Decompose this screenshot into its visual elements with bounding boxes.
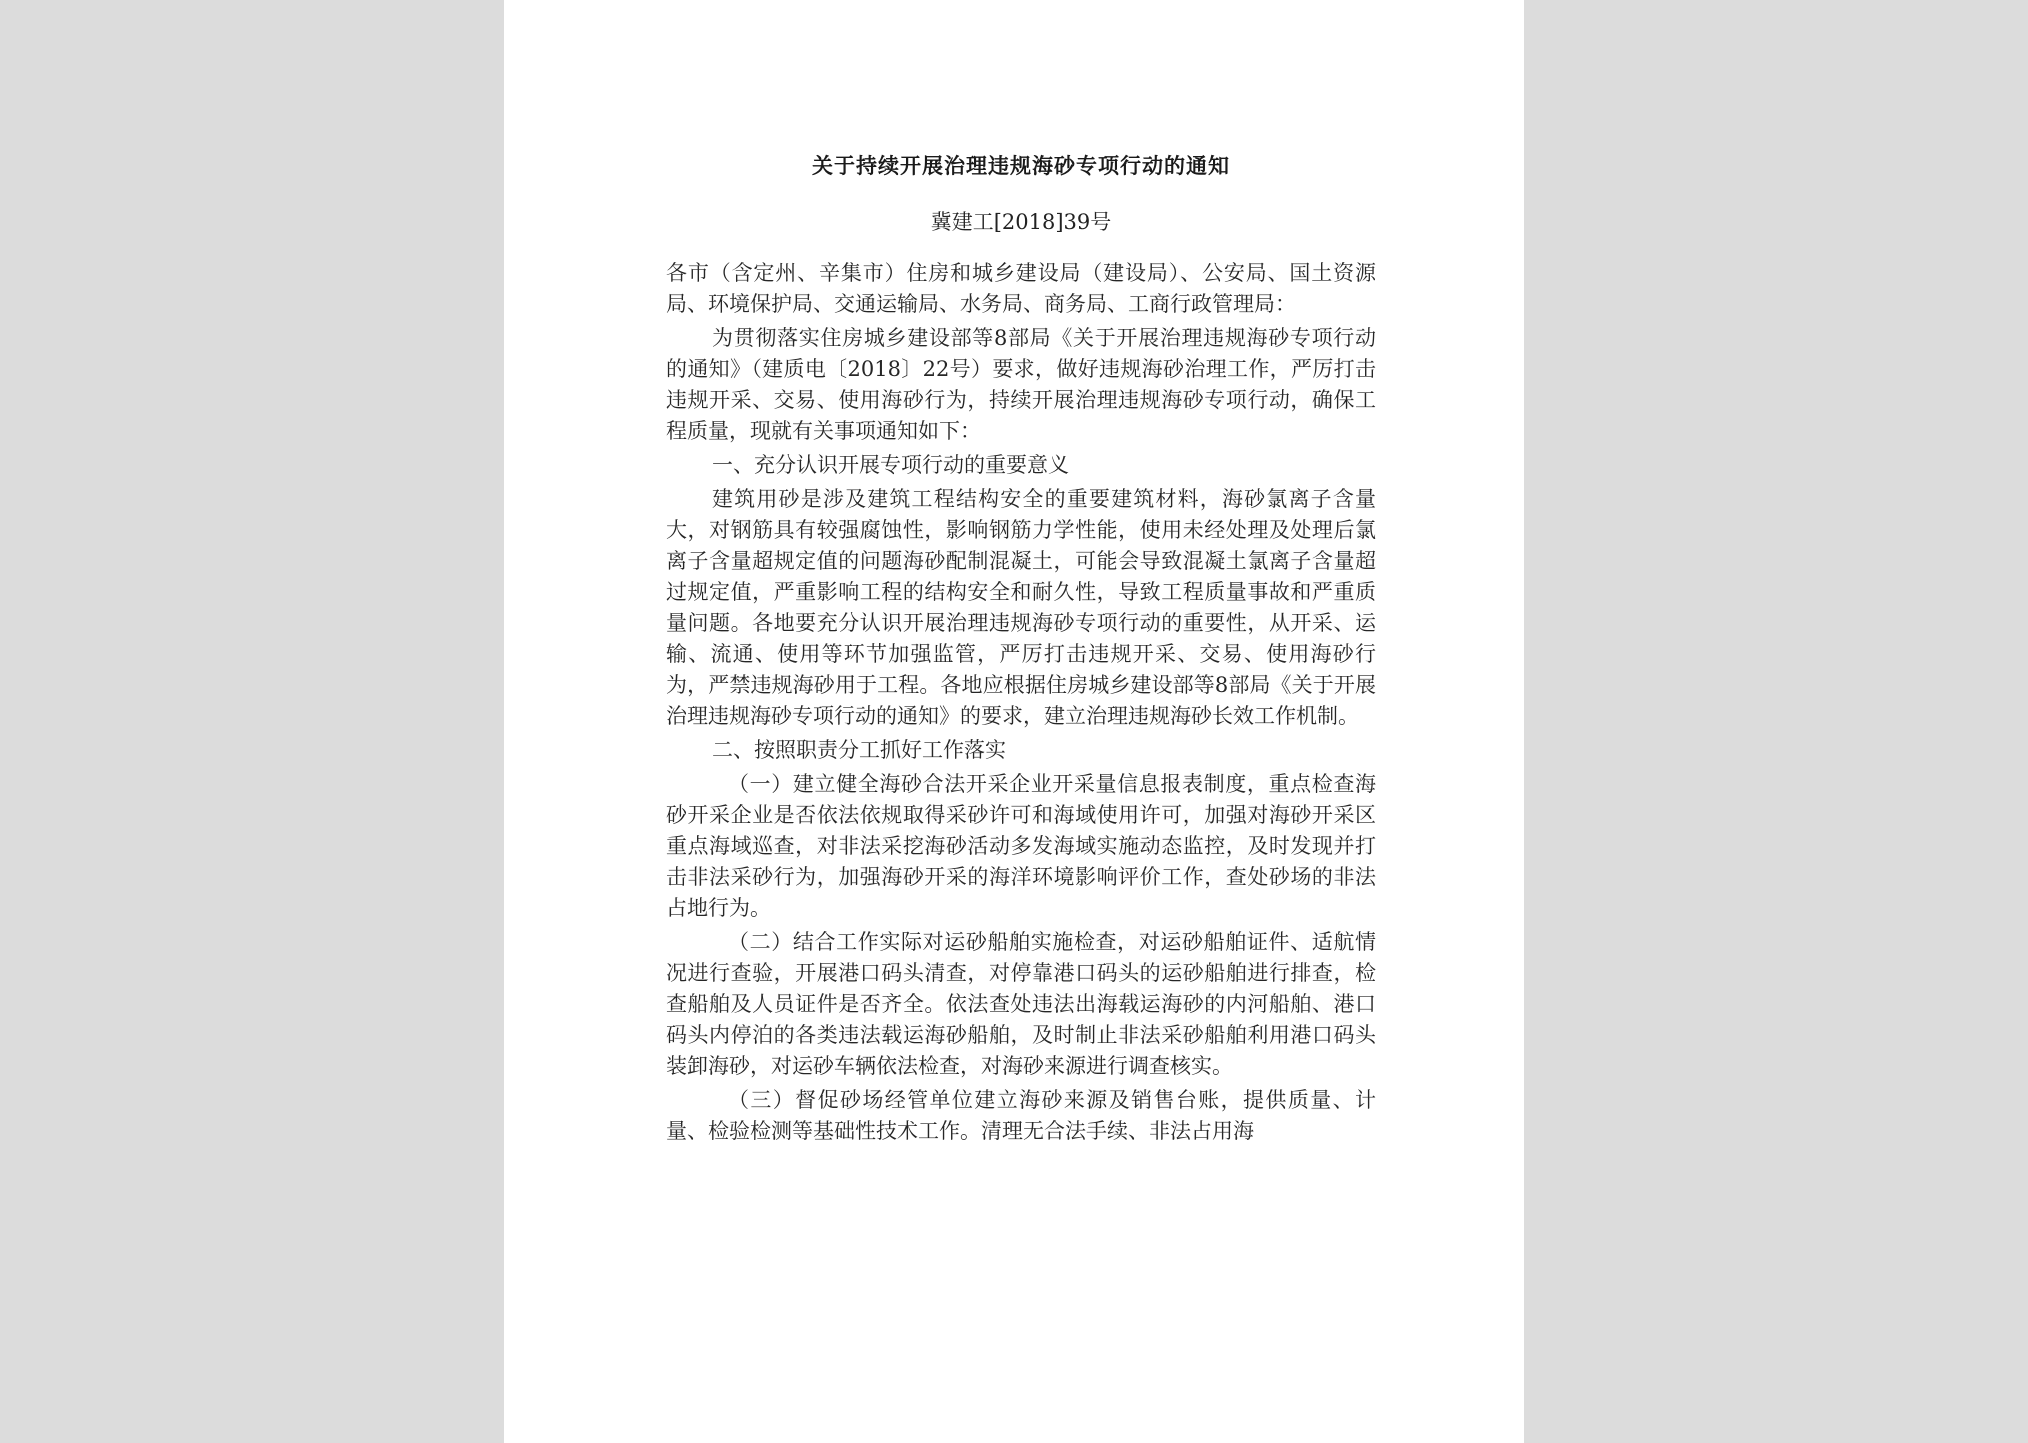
section-2-heading: 二、按照职责分工抓好工作落实 bbox=[712, 738, 1006, 762]
recipients-paragraph: 各市（含定州、辛集市）住房和城乡建设局（建设局）、公安局、国土资源局、环境保护局、交通运输局、水务局、商务局、工商行政管理局： bbox=[666, 261, 1376, 316]
section-2-item-2: （二）结合工作实际对运砂船舶实施检查，对运砂船舶证件、适航情况进行查验，开展港口码头清查，对停靠港口码头的运砂船舶进行排查，检查船舶及人员证件是否齐全。依法查处违法出海载运海砂的内河船舶、港口码头内停泊的各类违法载运海砂船舶，及时制止非法采砂船舶利用港口码头装卸海砂，对运砂车辆依法检查，对海砂来源进行调查核实。 bbox=[666, 930, 1376, 1078]
section-2-item-1: （一）建立健全海砂合法开采企业开采量信息报表制度，重点检查海砂开采企业是否依法依规取得采砂许可和海域使用许可，加强对海砂开采区重点海域巡查，对非法采挖海砂活动多发海域实施动态监控，及时发现并打击非法采砂行为，加强海砂开采的海洋环境影响评价工作，查处砂场的非法占地行为。 bbox=[666, 772, 1376, 920]
section-2-item-3: （三）督促砂场经管单位建立海砂来源及销售台账，提供质量、计量、检验检测等基础性技术工作。清理无合法手续、非法占用海 bbox=[666, 1088, 1376, 1143]
section-1-paragraph: 建筑用砂是涉及建筑工程结构安全的重要建筑材料，海砂氯离子含量大，对钢筋具有较强腐蚀性，影响钢筋力学性能，使用未经处理及处理后氯离子含量超规定值的问题海砂配制混凝土，可能会导致混凝土氯离子含量超过规定值，严重影响工程的结构安全和耐久性，导致工程质量事故和严重质量问题。各地要充分认识开展治理违规海砂专项行动的重要性，从开采、运输、流通、使用等环节加强监管，严厉打击违规开采、交易、使用海砂行为，严禁违规海砂用于工程。各地应根据住房城乡建设部等8部局《关于开展治理违规海砂专项行动的通知》的要求，建立治理违规海砂长效工作机制。 bbox=[666, 487, 1376, 728]
section-1-heading: 一、充分认识开展专项行动的重要意义 bbox=[712, 453, 1069, 477]
document-body bbox=[666, 258, 1376, 1150]
intro-paragraph: 为贯彻落实住房城乡建设部等8部局《关于开展治理违规海砂专项行动的通知》（建质电〔2018〕22号）要求，做好违规海砂治理工作，严厉打击违规开采、交易、使用海砂行为，持续开展治理违规海砂专项行动，确保工程质量，现就有关事项通知如下： bbox=[666, 326, 1376, 443]
document-title: 关于持续开展治理违规海砂专项行动的通知 bbox=[812, 153, 1230, 178]
document-number: 冀建工[2018]39号 bbox=[930, 210, 1112, 234]
document-page bbox=[504, 0, 1524, 1443]
